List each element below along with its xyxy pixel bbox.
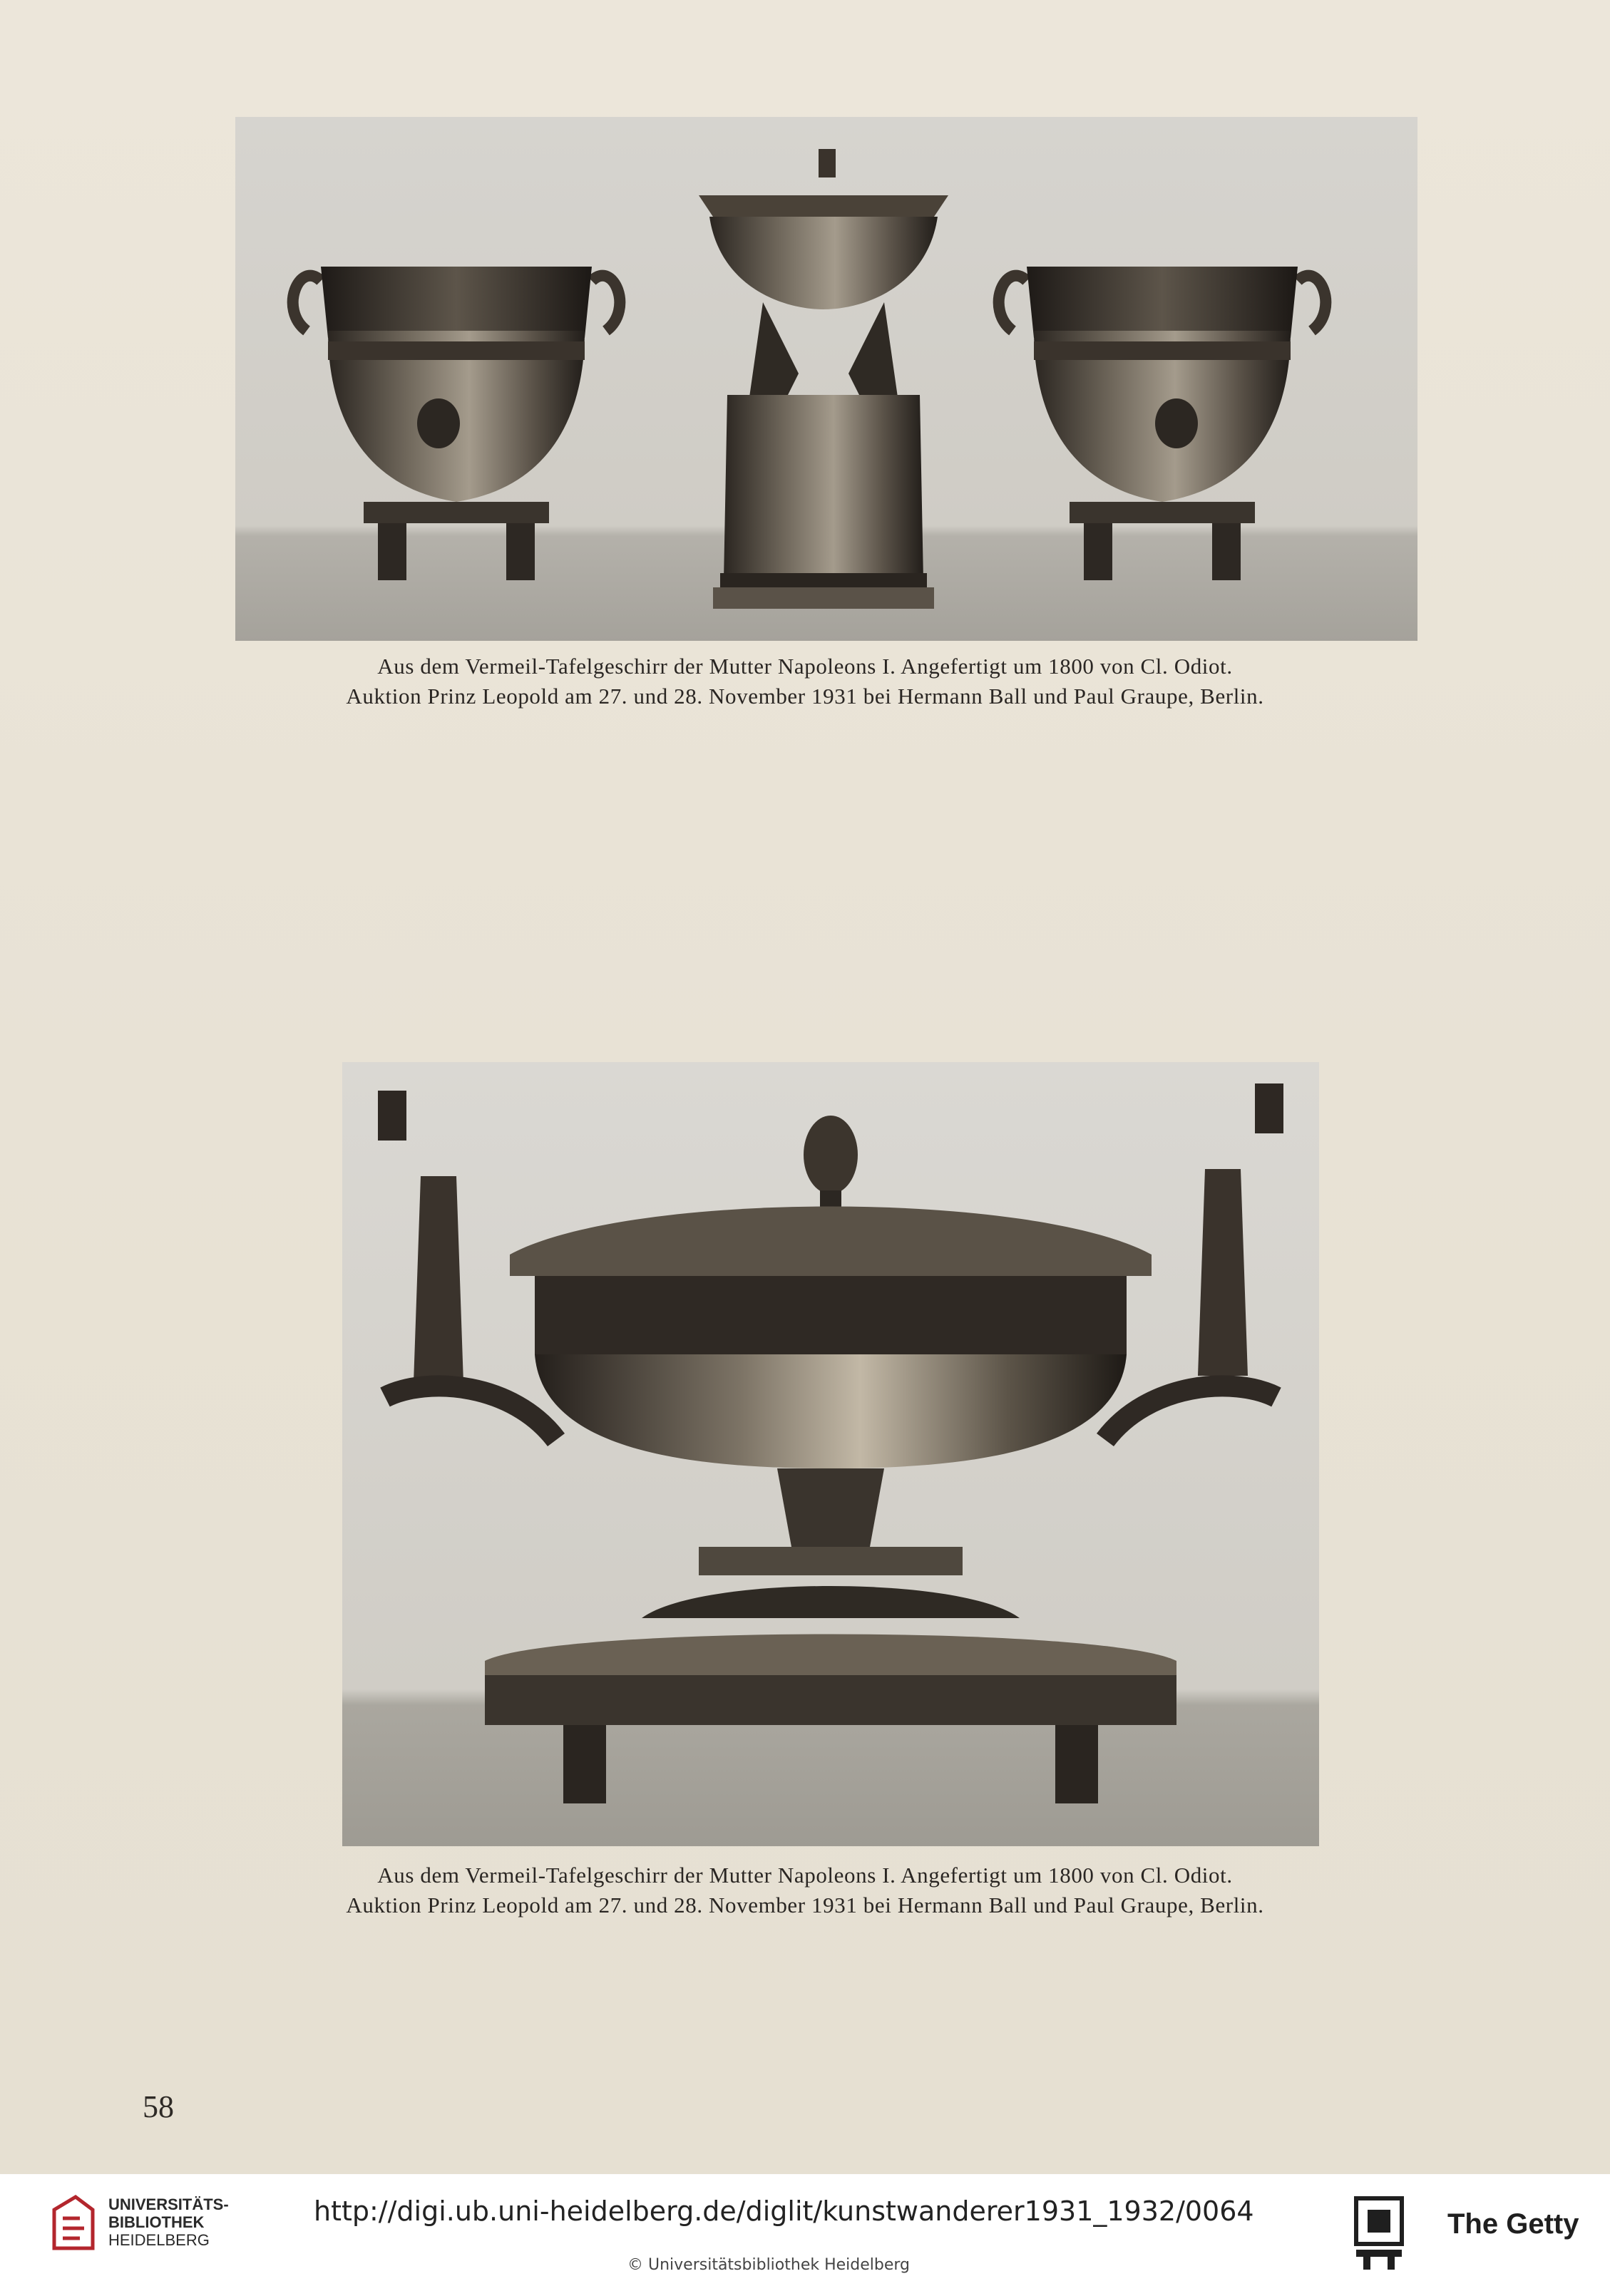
- digitization-footer: [0, 2174, 1610, 2296]
- caption-top-line-2: Auktion Prinz Leopold am 27. und 28. November 1931 bei Hermann Ball und Paul Graupe, Berlin.: [346, 684, 1264, 709]
- permalink-url[interactable]: http://digi.ub.uni-heidelberg.de/diglit/kunstwanderer1931_1932/0064: [314, 2195, 1254, 2227]
- library-name-line-2: BIBLIOTHEK: [108, 2213, 205, 2231]
- photo-vermeil-tureen: [342, 1062, 1319, 1846]
- caption-top: [0, 652, 1610, 711]
- caption-bottom-line-1: Aus dem Vermeil-Tafelgeschirr der Mutter Napoleons I. Angefertigt um 1800 von Cl. Odiot.: [377, 1863, 1233, 1888]
- photo-three-vermeil-vessels: [235, 117, 1417, 641]
- getty-logo-icon[interactable]: [1353, 2195, 1405, 2274]
- university-library-name[interactable]: [108, 2195, 229, 2249]
- caption-top-line-1: Aus dem Vermeil-Tafelgeschirr der Mutter Napoleons I. Angefertigt um 1800 von Cl. Odiot.: [377, 654, 1233, 679]
- caption-bottom-line-2: Auktion Prinz Leopold am 27. und 28. November 1931 bei Hermann Ball und Paul Graupe, Berlin.: [346, 1893, 1264, 1917]
- library-name-line-3: HEIDELBERG: [108, 2231, 210, 2249]
- photo-vermeil-tureen-image: [342, 1062, 1319, 1846]
- library-name-line-1: UNIVERSITÄTS-: [108, 2195, 229, 2213]
- getty-name[interactable]: The Getty: [1447, 2208, 1579, 2240]
- caption-bottom: [0, 1860, 1610, 1920]
- university-library-logo-icon[interactable]: [50, 2193, 97, 2251]
- photo-three-vermeil-vessels-image: [235, 117, 1417, 641]
- page-number: 58: [143, 2089, 174, 2124]
- copyright-notice: © Universitätsbibliothek Heidelberg: [627, 2256, 911, 2274]
